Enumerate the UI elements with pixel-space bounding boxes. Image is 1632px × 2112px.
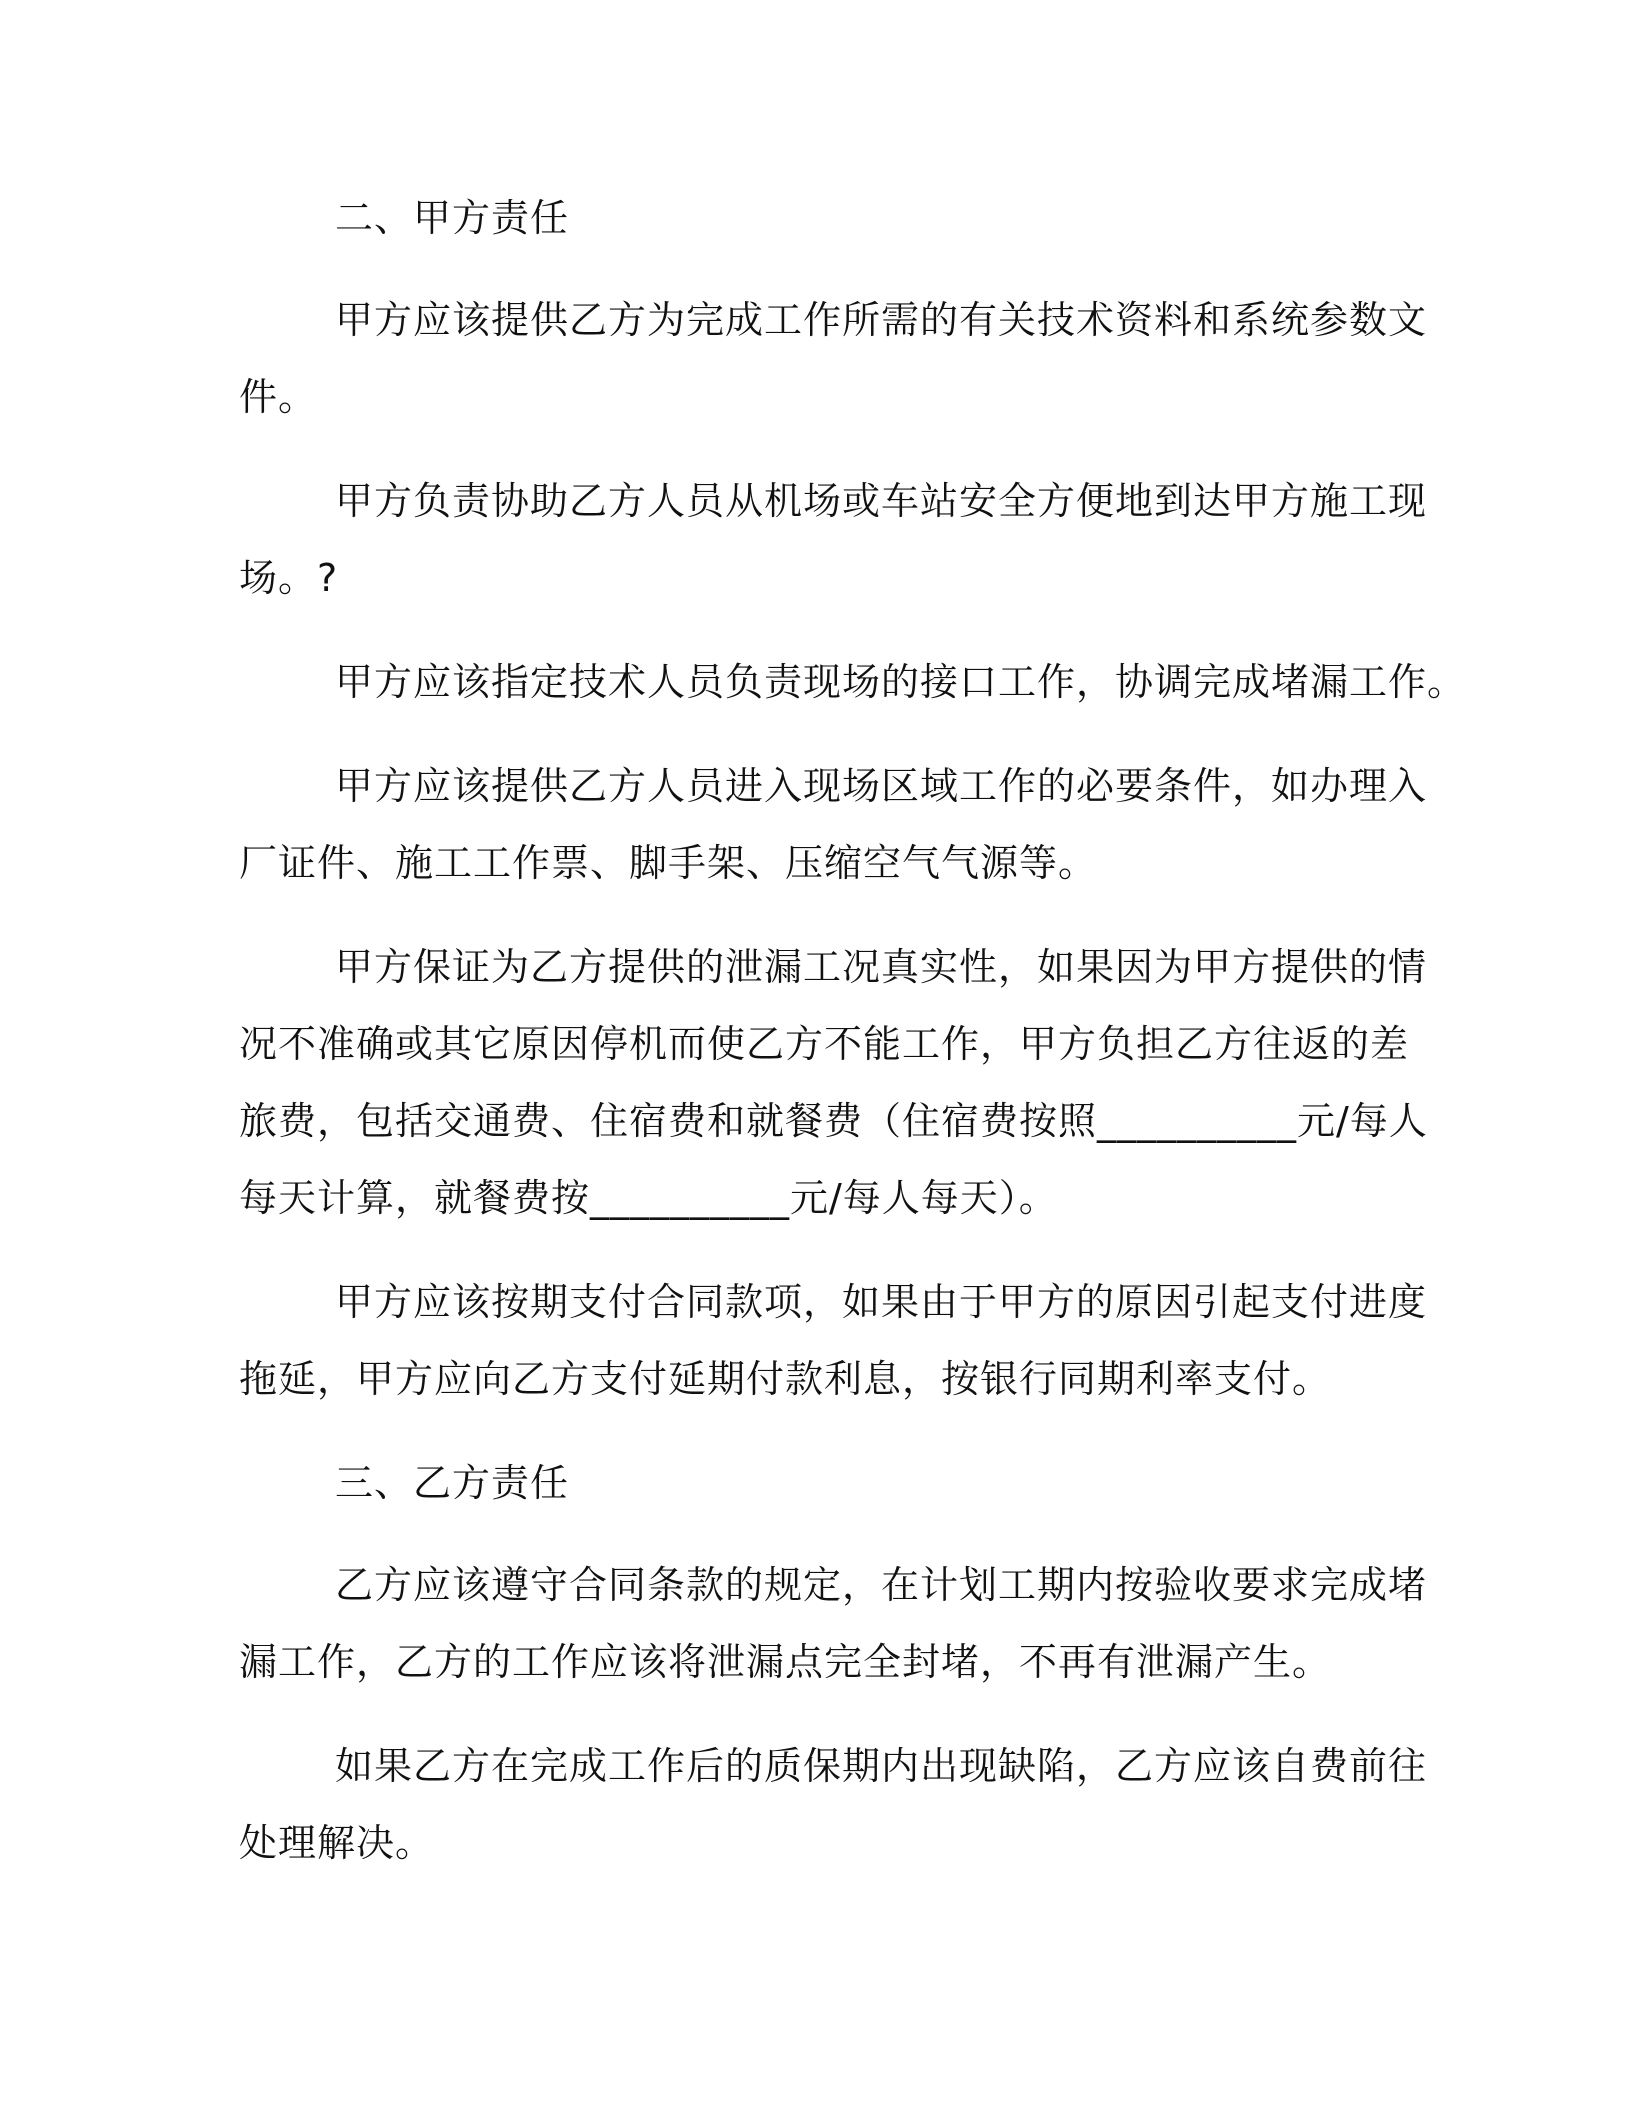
paragraph-line: 处理解决。: [239, 1821, 435, 1865]
paragraph-line: 甲方应该按期支付合同款项，如果由于甲方的原因引起支付进度: [335, 1280, 1428, 1324]
paragraph-line: 场。?: [239, 556, 339, 600]
paragraph-line: 拖延，甲方应向乙方支付延期付款利息，按银行同期利率支付。: [239, 1357, 1332, 1401]
paragraph-line: 每天计算，就餐费按__________元/每人每天）。: [239, 1176, 1058, 1220]
paragraph-line: 漏工作，乙方的工作应该将泄漏点完全封堵，不再有泄漏产生。: [239, 1640, 1332, 1684]
paragraph-line: 旅费，包括交通费、住宿费和就餐费（住宿费按照__________元/每人: [239, 1099, 1428, 1143]
paragraph-line: 如果乙方在完成工作后的质保期内出现缺陷，乙方应该自费前往: [335, 1744, 1428, 1788]
paragraph-line: 甲方负责协助乙方人员从机场或车站安全方便地到达甲方施工现: [335, 479, 1428, 523]
paragraph-line: 况不准确或其它原因停机而使乙方不能工作，甲方负担乙方往返的差: [239, 1022, 1410, 1066]
paragraph-line: 乙方应该遵守合同条款的规定，在计划工期内按验收要求完成堵: [335, 1563, 1428, 1607]
paragraph-line: 甲方应该提供乙方为完成工作所需的有关技术资料和系统参数文: [335, 298, 1428, 342]
section-heading-party-a: 二、甲方责任: [335, 196, 570, 240]
paragraph-line: 厂证件、施工工作票、脚手架、压缩空气气源等。: [239, 841, 1098, 885]
paragraph-line: 甲方应该提供乙方人员进入现场区域工作的必要条件，如办理入: [335, 764, 1428, 808]
paragraph-line: 甲方应该指定技术人员负责现场的接口工作，协调完成堵漏工作。: [335, 660, 1467, 704]
paragraph-line: 甲方保证为乙方提供的泄漏工况真实性，如果因为甲方提供的情: [335, 945, 1428, 989]
paragraph-line: 件。: [239, 375, 318, 419]
section-heading-party-b: 三、乙方责任: [335, 1461, 570, 1505]
